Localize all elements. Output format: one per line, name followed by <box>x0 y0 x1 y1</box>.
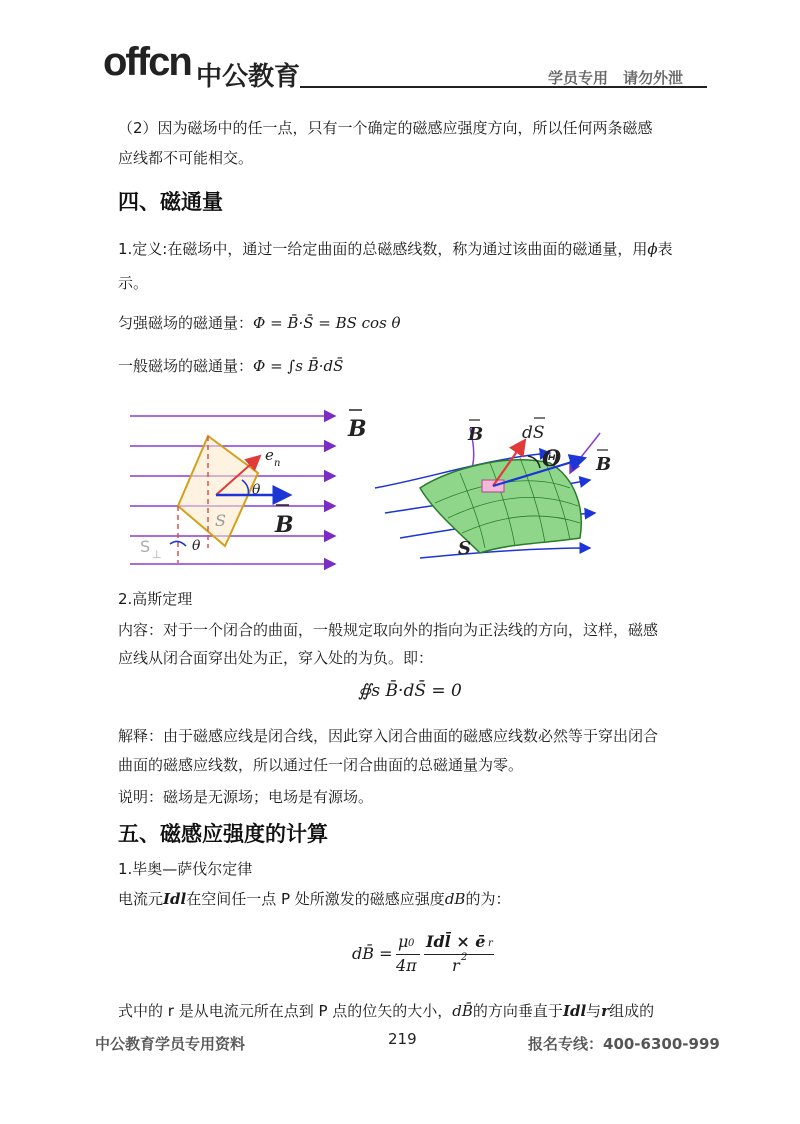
flux-figure <box>130 398 650 583</box>
logo: offcn <box>103 40 191 84</box>
biot-line <box>118 889 510 910</box>
uniform-flux <box>118 313 401 334</box>
biot-text: 在空间任一点 P 处所激发的磁感应强度 <box>186 890 445 908</box>
label-en: e <box>265 446 274 464</box>
biot-text: 的为： <box>465 890 511 908</box>
biot-formula <box>352 930 492 980</box>
definition-end: 表 <box>657 240 673 258</box>
gauss-formula: ∯s B̄·dS̄ = 0 <box>358 681 462 701</box>
uniform-label: 匀强磁场的磁通量： <box>118 314 254 332</box>
uniform-formula: Φ = B̄·S̄ = BS cos θ <box>253 314 401 332</box>
label-S: S <box>215 511 226 530</box>
formula-num: Idl̄ × ē <box>426 932 486 951</box>
label-theta2: θ <box>192 538 201 554</box>
dB-bar: dB̄ <box>452 1002 473 1020</box>
definition-text: 1.定义:在磁场中，通过一给定曲面的总磁感线数，称为通过该曲面的磁通量，用 <box>118 240 648 258</box>
label-S-perp-sub: ⊥ <box>152 548 162 561</box>
general-formula: Φ = ∫s B̄·dS̄ <box>253 357 344 375</box>
label-theta1: θ <box>252 482 261 498</box>
footer-left: 中公教育学员专用资料 <box>95 1035 246 1053</box>
formula-mu: μ <box>398 932 409 951</box>
formula-lhs: dB̄ = <box>352 944 393 963</box>
last-text: 组成的 <box>609 1002 655 1020</box>
formula-den-sup: 2 <box>461 952 468 963</box>
paragraph: （2）因为磁场中的任一点，只有一个确定的磁感应强度方向，所以任何两条磁感 <box>118 119 653 137</box>
explanation: 解释：由于磁感应线是闭合线，因此穿入闭合曲面的磁感应线数必然等于穿出闭合 <box>118 727 659 745</box>
label-B1: B <box>468 424 484 445</box>
section-heading: 五、磁感应强度的计算 <box>118 822 328 846</box>
label-S-perp: S <box>140 537 151 556</box>
formula-4pi: 4π <box>396 956 417 975</box>
idl-symbol: Idl <box>562 1002 587 1020</box>
formula-num-sub: r <box>488 938 493 949</box>
phi-symbol: ϕ <box>647 240 658 258</box>
label-B2: B <box>596 454 612 475</box>
label-en-sub: n <box>274 458 281 469</box>
label-dS: dS <box>522 423 545 443</box>
gauss-content: 内容：对于一个闭合的曲面，一般规定取向外的指向为正法线的方向，这样，磁感 <box>118 621 659 639</box>
r-symbol: r <box>601 1002 610 1020</box>
general-flux <box>118 356 343 377</box>
note: 说明：磁场是无源场；电场是有源场。 <box>118 788 374 806</box>
last-text: 的方向垂直于 <box>472 1002 563 1020</box>
formula-den: r <box>452 956 460 975</box>
footer-right: 报名专线：400-6300-999 <box>528 1035 720 1053</box>
last-text: 与 <box>586 1002 602 1020</box>
definition <box>118 239 673 260</box>
definition-cont: 示。 <box>118 274 149 292</box>
page-number: 219 <box>388 1030 417 1048</box>
header-notice: 学员专用 请勿外泄 <box>548 69 684 87</box>
label-B-top: B <box>348 416 367 442</box>
last-text: 式中的 r 是从电流元所在点到 P 点的位矢的大小， <box>118 1002 453 1020</box>
last-line <box>118 1001 654 1022</box>
paragraph: 应线都不可能相交。 <box>118 149 254 167</box>
label-B-mid: B <box>275 512 294 538</box>
label-theta-right: Θ <box>542 446 562 472</box>
explanation: 曲面的磁感应线数，所以通过任一闭合曲面的总磁通量为零。 <box>118 756 524 774</box>
biot-text: 电流元 <box>118 890 164 908</box>
logo-chinese: 中公教育 <box>196 62 301 92</box>
formula-mu-sub: 0 <box>408 938 415 949</box>
label-S-right: S <box>458 538 471 559</box>
general-label: 一般磁场的磁通量： <box>118 357 254 375</box>
dB-symbol: dB <box>444 890 466 908</box>
section-heading: 四、磁通量 <box>118 190 223 214</box>
gauss-content: 应线从闭合面穿出处为正，穿入处的为负。即： <box>118 649 434 667</box>
biot-title: 1.毕奥—萨伐尔定律 <box>118 860 253 878</box>
idl-symbol: Idl <box>163 890 187 908</box>
gauss-title: 2.高斯定理 <box>118 590 193 608</box>
